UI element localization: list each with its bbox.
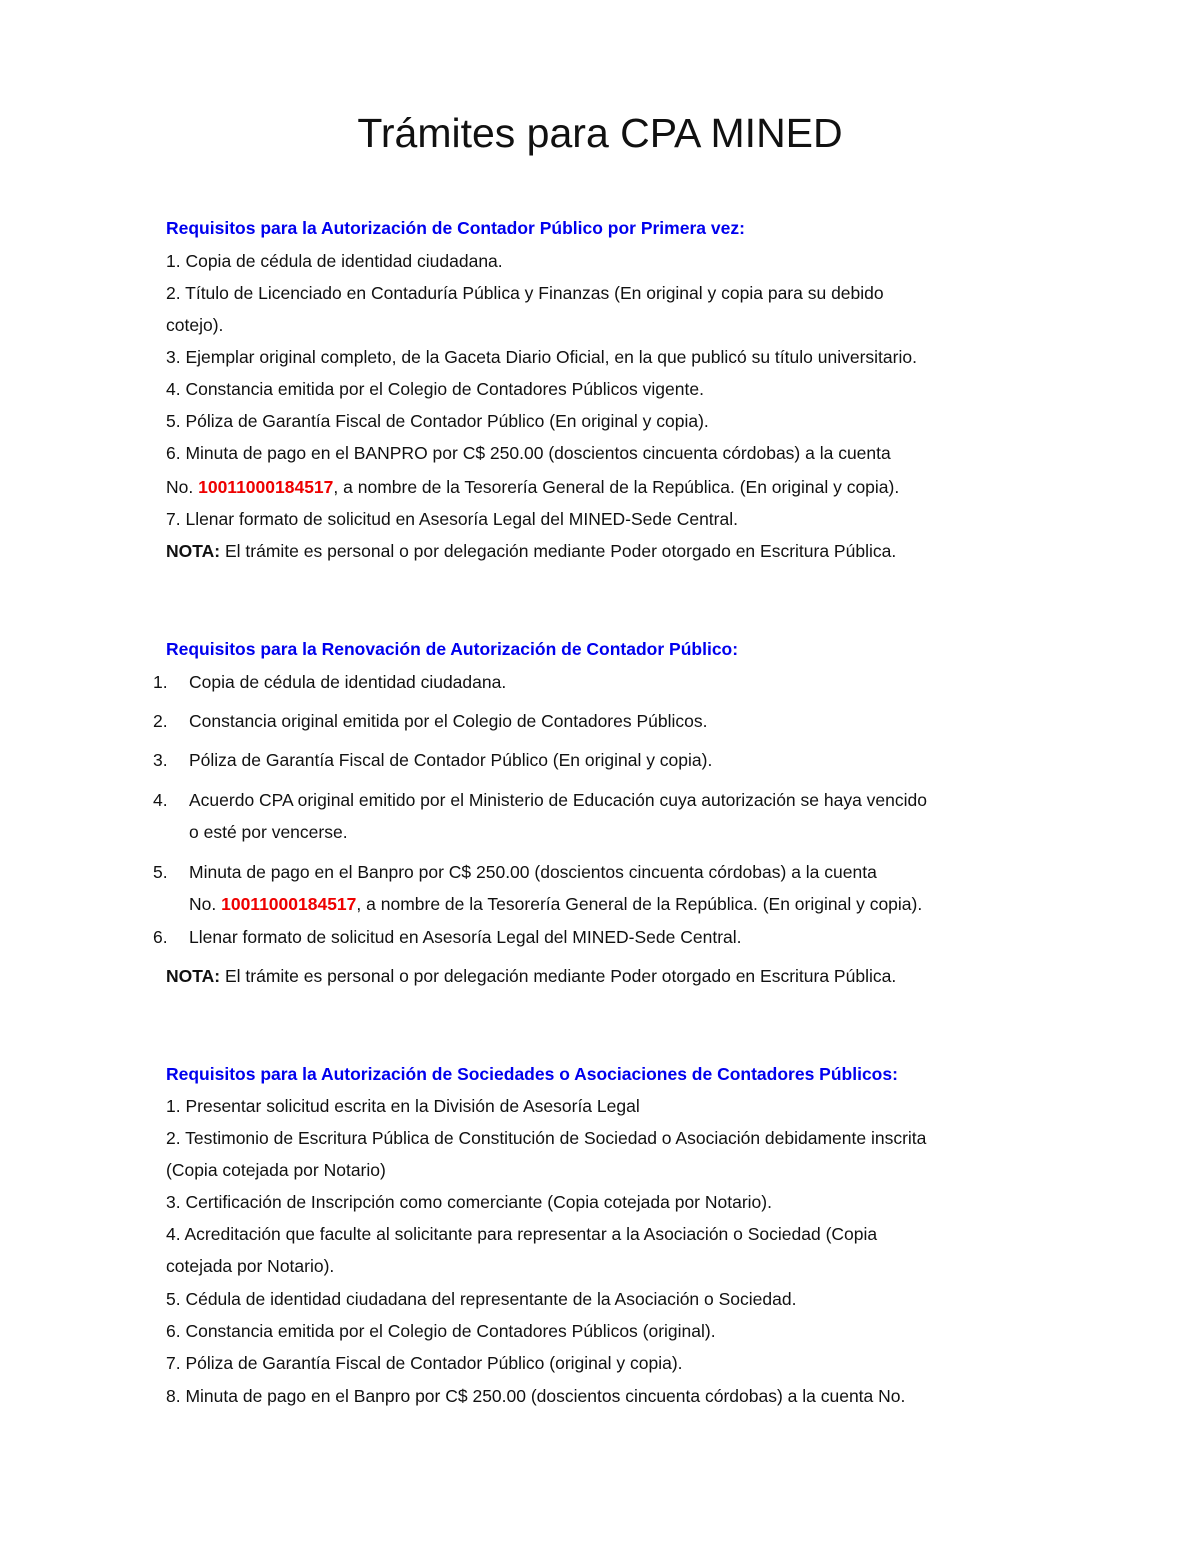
- note-text: El trámite es personal o por delegación mediante Poder otorgado en Escritura Pública.: [220, 966, 897, 986]
- list-item: Acuerdo CPA original emitido por el Ministerio de Educación cuya autorización se haya vencido: [189, 790, 927, 810]
- section3-line-8: 8. Minuta de pago en el Banpro por C$ 250.00 (doscientos cincuenta córdobas) a la cuenta No.: [166, 1386, 906, 1406]
- section1-line-3: 3. Ejemplar original completo, de la Gaceta Diario Oficial, en la que publicó su título universitario.: [166, 347, 917, 367]
- section2-heading: Requisitos para la Renovación de Autorización de Contador Público:: [166, 639, 739, 659]
- section1-note: [166, 541, 896, 562]
- account-suffix: , a nombre de la Tesorería General de la República. (En original y copia).: [333, 477, 900, 497]
- account-number: 10011000184517: [221, 894, 357, 914]
- section1-line-6b: [166, 477, 899, 498]
- section3-line-3: 3. Certificación de Inscripción como comerciante (Copia cotejada por Notario).: [166, 1192, 772, 1212]
- section3-line-4b: cotejada por Notario).: [166, 1256, 335, 1276]
- section3-line-2b: (Copia cotejada por Notario): [166, 1160, 386, 1180]
- section3-line-4a: 4. Acreditación que faculte al solicitante para representar a la Asociación o Sociedad (Copia: [166, 1224, 878, 1244]
- section1-line-4: 4. Constancia emitida por el Colegio de Contadores Públicos vigente.: [166, 379, 704, 399]
- note-label: NOTA:: [166, 541, 221, 561]
- note-label: NOTA:: [166, 966, 221, 986]
- account-prefix: No.: [166, 477, 199, 497]
- account-number: 10011000184517: [198, 477, 334, 497]
- list-item-continuation: o esté por vencerse.: [189, 822, 348, 842]
- list-item-number: 1.: [153, 672, 168, 692]
- list-item: Copia de cédula de identidad ciudadana.: [189, 672, 507, 692]
- list-item-number: 6.: [153, 927, 168, 947]
- list-item-number: 2.: [153, 711, 168, 731]
- section3-line-6: 6. Constancia emitida por el Colegio de Contadores Públicos (original).: [166, 1321, 716, 1341]
- account-prefix: No.: [189, 894, 222, 914]
- section2-note: [166, 966, 896, 987]
- list-item: Póliza de Garantía Fiscal de Contador Público (En original y copia).: [189, 750, 713, 770]
- section3-heading: Requisitos para la Autorización de Sociedades o Asociaciones de Contadores Públicos:: [166, 1064, 898, 1084]
- list-item-continuation: [189, 894, 922, 915]
- note-text: El trámite es personal o por delegación mediante Poder otorgado en Escritura Pública.: [220, 541, 897, 561]
- list-item: Minuta de pago en el Banpro por C$ 250.00 (doscientos cincuenta córdobas) a la cuenta: [189, 862, 877, 882]
- list-item-number: 3.: [153, 750, 168, 770]
- section1-line-6a: 6. Minuta de pago en el BANPRO por C$ 250.00 (doscientos cincuenta córdobas) a la cuenta: [166, 443, 891, 463]
- section3-line-1: 1. Presentar solicitud escrita en la División de Asesoría Legal: [166, 1096, 640, 1116]
- section1-line-7: 7. Llenar formato de solicitud en Asesoría Legal del MINED-Sede Central.: [166, 509, 738, 529]
- section1-line-5: 5. Póliza de Garantía Fiscal de Contador Público (En original y copia).: [166, 411, 709, 431]
- list-item-number: 4.: [153, 790, 168, 810]
- account-suffix: , a nombre de la Tesorería General de la República. (En original y copia).: [356, 894, 923, 914]
- document-title: Trámites para CPA MINED: [357, 110, 843, 156]
- section3-line-7: 7. Póliza de Garantía Fiscal de Contador Público (original y copia).: [166, 1353, 683, 1373]
- list-item-number: 5.: [153, 862, 168, 882]
- section1-heading: Requisitos para la Autorización de Contador Público por Primera vez:: [166, 218, 745, 238]
- list-item: Llenar formato de solicitud en Asesoría Legal del MINED-Sede Central.: [189, 927, 742, 947]
- section3-line-2a: 2. Testimonio de Escritura Pública de Constitución de Sociedad o Asociación debidamente inscrita: [166, 1128, 927, 1148]
- section1-line-2a: 2. Título de Licenciado en Contaduría Pública y Finanzas (En original y copia para su debido: [166, 283, 884, 303]
- section1-line-1: 1. Copia de cédula de identidad ciudadana.: [166, 251, 503, 271]
- section3-line-5: 5. Cédula de identidad ciudadana del representante de la Asociación o Sociedad.: [166, 1289, 797, 1309]
- section1-line-2b: cotejo).: [166, 315, 224, 335]
- list-item: Constancia original emitida por el Colegio de Contadores Públicos.: [189, 711, 708, 731]
